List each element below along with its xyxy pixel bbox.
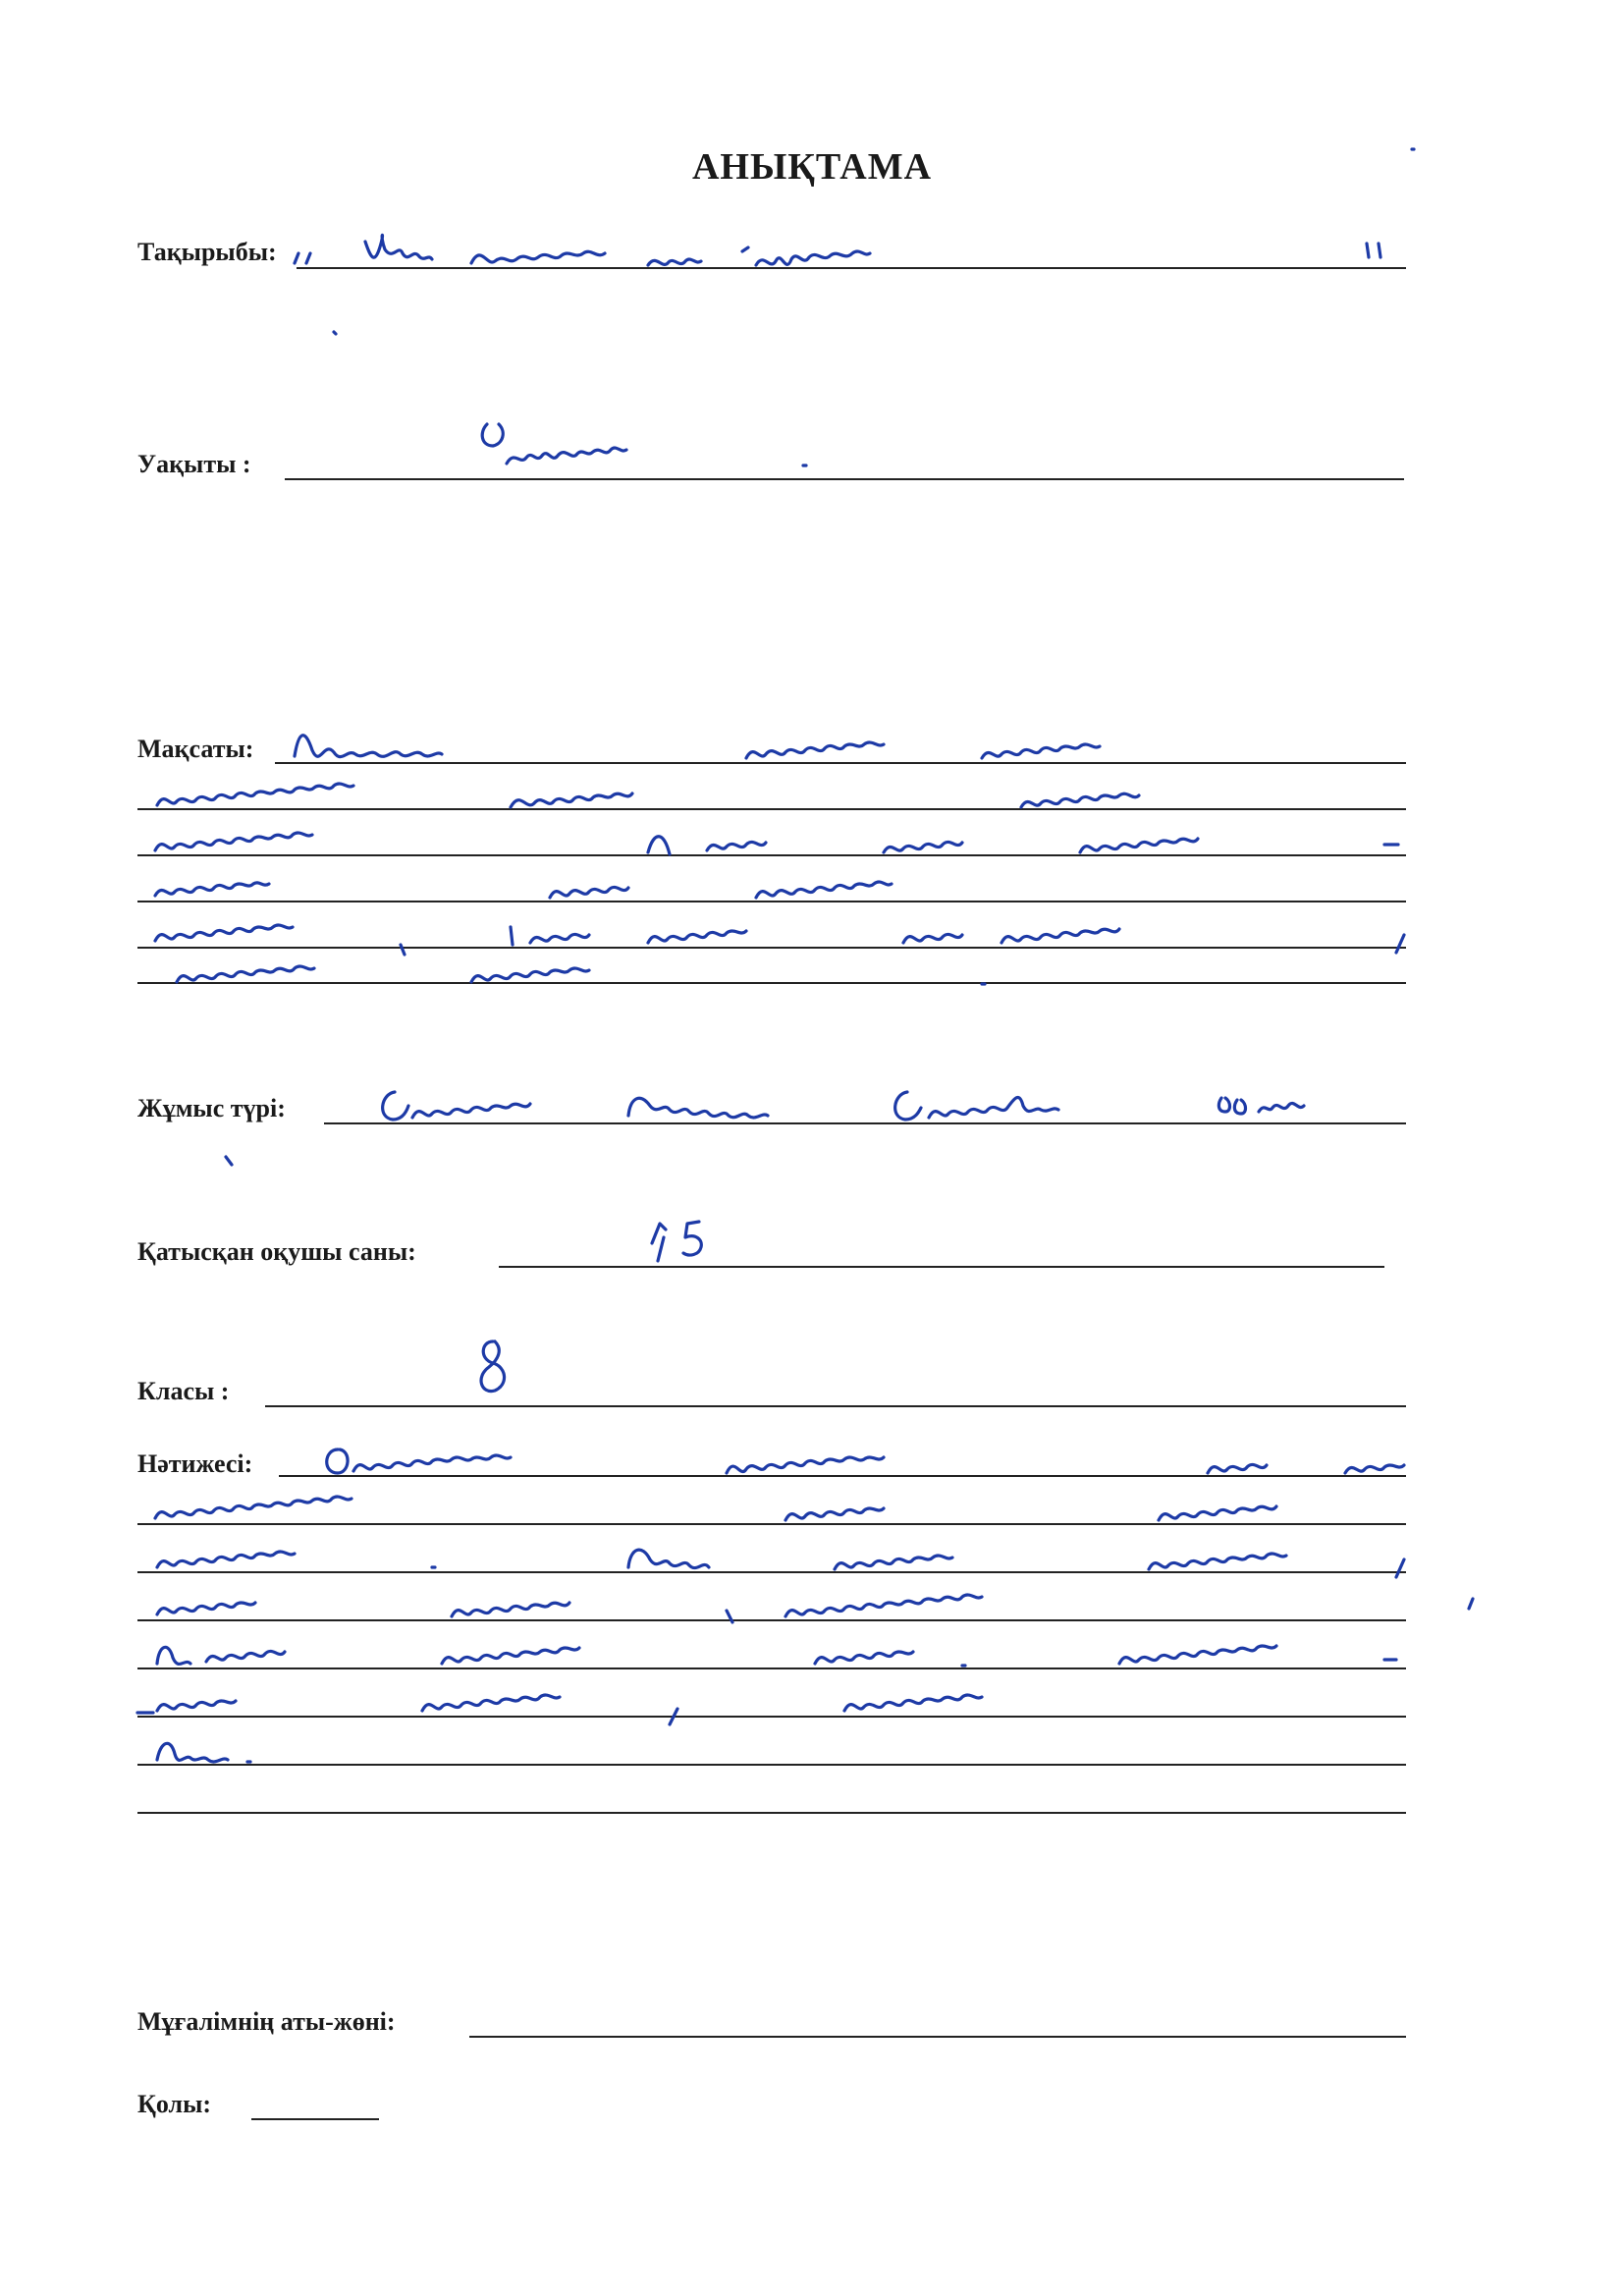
result-line-1: [279, 1475, 1406, 1477]
handwritten-time: [482, 424, 806, 465]
signature-line: [251, 2118, 379, 2120]
handwritten-students-count: [652, 1222, 701, 1261]
students-count-label: Қатысқан оқушы саны:: [137, 1237, 416, 1266]
goal-line-2: [137, 808, 1406, 810]
goal-line-4: [137, 901, 1406, 902]
goal-line-6: [137, 982, 1406, 984]
result-line-6: [137, 1716, 1406, 1718]
goal-line-5: [137, 947, 1406, 949]
goal-line-3: [137, 854, 1406, 856]
class-label: Класы :: [137, 1377, 230, 1405]
document-title: АНЫҚТАМА: [691, 146, 933, 188]
goal-line-1: [275, 762, 1406, 764]
signature-label: Қолы:: [137, 2090, 212, 2118]
result-line-3: [137, 1571, 1406, 1573]
handwritten-class: [481, 1341, 505, 1392]
teacher-name-label: Мұғалімнің аты-жөні:: [137, 2007, 396, 2036]
result-line-5: [137, 1667, 1406, 1669]
handwritten-topic: [295, 235, 1380, 334]
class-line: [265, 1405, 1406, 1407]
teacher-name-line: [469, 2036, 1406, 2038]
result-line-4: [137, 1619, 1406, 1621]
students-count-line: [499, 1266, 1384, 1268]
result-line-7: [137, 1764, 1406, 1766]
goal-label: Мақсаты:: [137, 735, 254, 763]
time-label: Уақыты :: [137, 450, 251, 478]
result-line-8: [137, 1812, 1406, 1814]
result-label: Нәтижесі:: [137, 1449, 253, 1478]
work-type-label: Жұмыс түрі:: [137, 1094, 286, 1122]
page-bottom-edge: [0, 2276, 1624, 2296]
topic-line: [297, 267, 1406, 269]
topic-label: Тақырыбы:: [137, 238, 277, 266]
work-type-line: [324, 1122, 1406, 1124]
time-line: [285, 478, 1404, 480]
result-line-2: [137, 1523, 1406, 1525]
handwritten-work-type: [226, 1092, 1304, 1165]
